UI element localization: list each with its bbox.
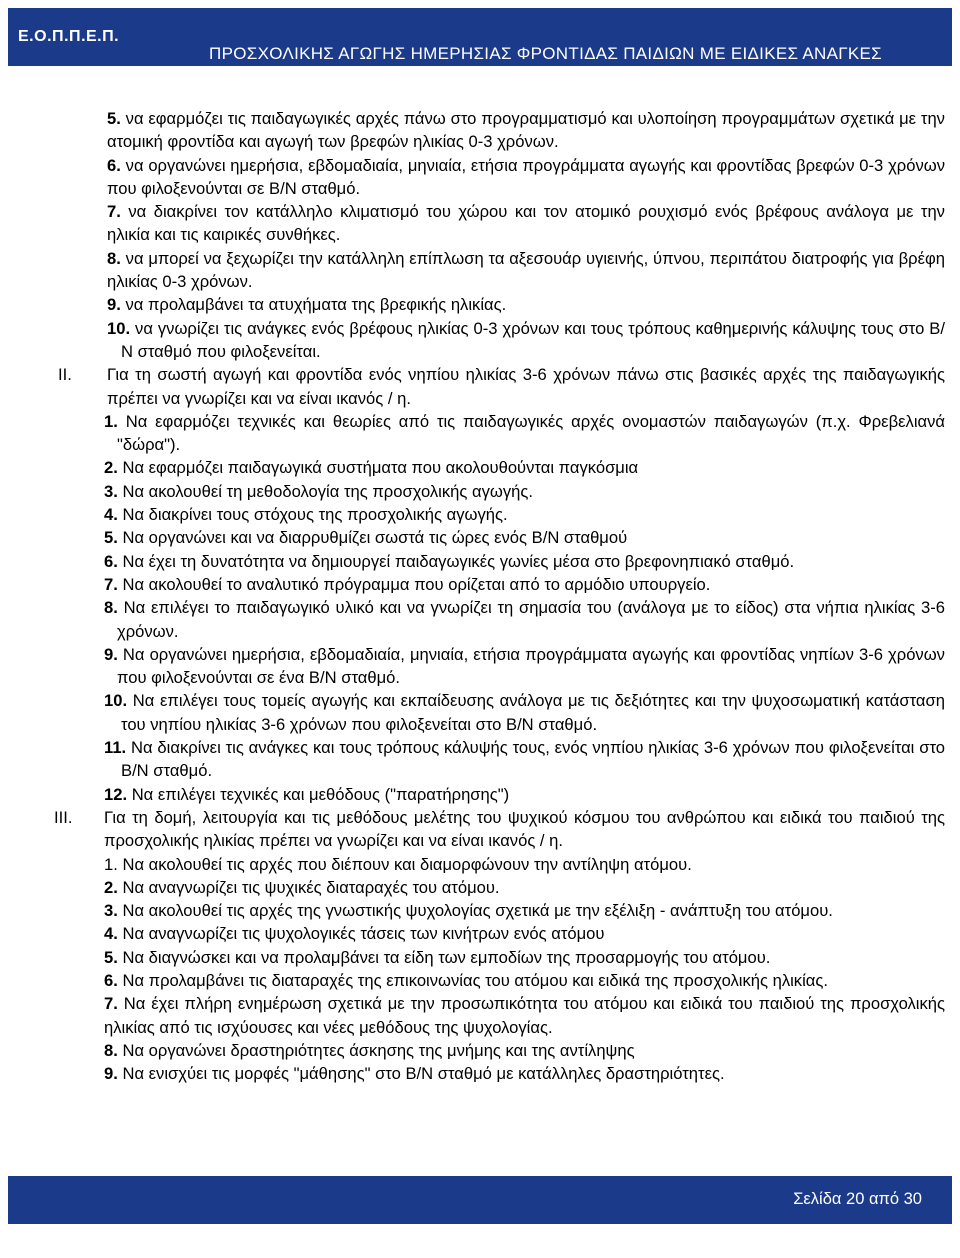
list-item: 11. Να διακρίνει τις ανάγκες και τους τρόπους κάλυψής τους, ενός νηπίου ηλικίας 3-6 χρόνων που φιλοξενείται στο Β/Ν σταθμό. — [104, 738, 945, 781]
list-item: 6. Να έχει τη δυνατότητα να δημιουργεί παιδαγωγικές γωνίες μέσα στο βρεφονηπιακό σταθμό. — [104, 551, 795, 571]
list-item: 8. να μπορεί να ξεχωρίζει την κατάλληλη επίπλωση τα αξεσουάρ υγιεινής, ύπνου, περιπάτου διατροφής για βρέφη ηλικίας 0-3 χρόνων. — [107, 248, 945, 292]
list-item: 5. Να διαγνώσκει και να προλαμβάνει τα είδη των εμποδίων της προσαρμογής του ατόμου. — [104, 947, 771, 967]
list-item: 7. να διακρίνει τον κατάλληλο κλιματισμό του χώρου και τον ατομικό ρουχισμό ενός βρέφους ανάλογα με την ηλικία και τις καιρικές συνθήκες. — [107, 202, 945, 245]
list-item: 2. Να αναγνωρίζει τις ψυχικές διαταραχές του ατόμου. — [104, 877, 500, 897]
list-item: 4. Να αναγνωρίζει τις ψυχολογικές τάσεις των κινήτρων ενός ατόμου — [104, 924, 605, 944]
list-item: 3. Να ακολουθεί τη μεθοδολογία της προσχολικής αγωγής. — [104, 481, 533, 501]
list-item: 8. Να επιλέγει το παιδαγωγικό υλικό και να γνωρίζει τη σημασία του (ανάλογα με το είδος) στα νήπια ηλικίας 3-6 χρόνων. — [104, 598, 945, 641]
list-item: 1. Να ακολουθεί τις αρχές που διέπουν και διαμορφώνουν την αντίληψη ατόμου. — [104, 854, 692, 874]
list-item: 10. Να επιλέγει τους τομείς αγωγής και εκπαίδευσης ανάλογα με τις δεξιότητες και την ψυχοσωματική κατάσταση του νηπίου ηλικίας 3-6 χρόνων που φιλοξενείται στο Β/Ν σταθμό. — [104, 691, 945, 734]
list-item: 7. Να έχει πλήρη ενημέρωση σχετικά με την προσωπικότητα του ατόμου και ειδικά του παιδιού της προσχολικής ηλικίας από τις ισχύουσες και νέες μεθόδους της ψυχολογίας. — [104, 994, 945, 1037]
section-ii-list — [104, 410, 945, 806]
header-org: Ε.Ο.Π.Π.Ε.Π. — [18, 28, 120, 45]
page-footer — [8, 1176, 952, 1224]
section-ii-numeral: II. — [58, 365, 72, 385]
page-header — [8, 8, 952, 66]
header-title: ΠΡΟΣΧΟΛΙΚΗΣ ΑΓΩΓΗΣ ΗΜΕΡΗΣΙΑΣ ΦΡΟΝΤΙΔΑΣ ΠΑΙΔΙΩΝ ΜΕ ΕΙΔΙΚΕΣ ΑΝΑΓΚΕΣ — [209, 44, 882, 63]
list-item: 9. Να ενισχύει τις μορφές "μάθησης" στο Β/Ν σταθμό με κατάλληλες δραστηριότητες. — [104, 1064, 725, 1084]
page-number: Σελίδα 20 από 30 — [793, 1190, 922, 1208]
list-item: 5. Να οργανώνει και να διαρρυθμίζει σωστά τις ώρες ενός Β/Ν σταθμού — [104, 528, 628, 548]
section-ii — [58, 363, 945, 806]
document-body — [0, 107, 960, 1085]
list-item: 7. Να ακολουθεί το αναλυτικό πρόγραμμα που ορίζεται από το αρμόδιο υπουργείο. — [104, 574, 711, 594]
list-item: 4. Να διακρίνει τους στόχους της προσχολικής αγωγής. — [104, 505, 508, 525]
list-item: 1. Να εφαρμόζει τεχνικές και θεωρίες από τις παιδαγωγικές αρχές ονομαστών παιδαγωγών (π.χ. Φρεβελιανά "δώρα"). — [104, 411, 945, 455]
section-ii-intro: Για τη σωστή αγωγή και φροντίδα ενός νηπίου ηλικίας 3-6 χρόνων πάνω στις βασικές αρχές της παιδαγωγικής πρέπει να γνωρίζει και να είναι ικανός / η. — [107, 365, 945, 408]
list-item: 5. να εφαρμόζει τις παιδαγωγικές αρχές πάνω στο προγραμματισμό και υλοποίηση προγραμμάτων σχετικά με την ατομική φροντίδα και αγωγή των βρεφών ηλικίας 0-3 χρόνων. — [107, 109, 945, 152]
section-iii-list — [104, 853, 945, 1086]
section-iii-intro: Για τη δομή, λειτουργία και τις μεθόδους μελέτης του ψυχικού κόσμου του ανθρώπου και ειδικά του παιδιού της προσχολικής ηλικίας πρέπει να γνωρίζει και να είναι ικανός / η. — [104, 807, 945, 851]
list-item: 12. Να επιλέγει τεχνικές και μεθόδους ("παρατήρησης") — [104, 784, 510, 804]
list-item: 3. Να ακολουθεί τις αρχές της γνωστικής ψυχολογίας σχετικά με την εξέλιξη - ανάπτυξη του ατόμου. — [104, 901, 833, 921]
section-iii — [54, 806, 945, 1086]
section-iii-numeral: III. — [54, 807, 73, 827]
list-item: 6. Να προλαμβάνει τις διαταραχές της επικοινωνίας του ατόμου και ειδικά της προσχολικής ηλικίας. — [104, 970, 828, 990]
list-item: 6. να οργανώνει ημερήσια, εβδομαδιαία, μηνιαία, ετήσια προγράμματα αγωγής και φροντίδας βρεφών 0-3 χρόνων που φιλοξενούνται σε Β/Ν σταθμό. — [107, 155, 945, 198]
list-a — [107, 107, 945, 363]
list-item: 2. Να εφαρμόζει παιδαγωγικά συστήματα που ακολουθούνται παγκόσμια — [104, 458, 639, 478]
list-item: 9. να προλαμβάνει τα ατυχήματα της βρεφικής ηλικίας. — [107, 295, 507, 315]
list-item: 8. Να οργανώνει δραστηριότητες άσκησης της μνήμης και της αντίληψης — [104, 1040, 635, 1060]
list-item: 10. να γνωρίζει τις ανάγκες ενός βρέφους ηλικίας 0-3 χρόνων και τους τρόπους καθημερινής κάλυψης τους στο Β/Ν σταθμό που φιλοξενείται. — [107, 318, 945, 361]
list-item: 9. Να οργανώνει ημερήσια, εβδομαδιαία, μηνιαία, ετήσια προγράμματα αγωγής και φροντίδας νηπίων 3-6 χρόνων που φιλοξενούνται σε ένα Β/Ν σταθμό. — [104, 644, 945, 688]
